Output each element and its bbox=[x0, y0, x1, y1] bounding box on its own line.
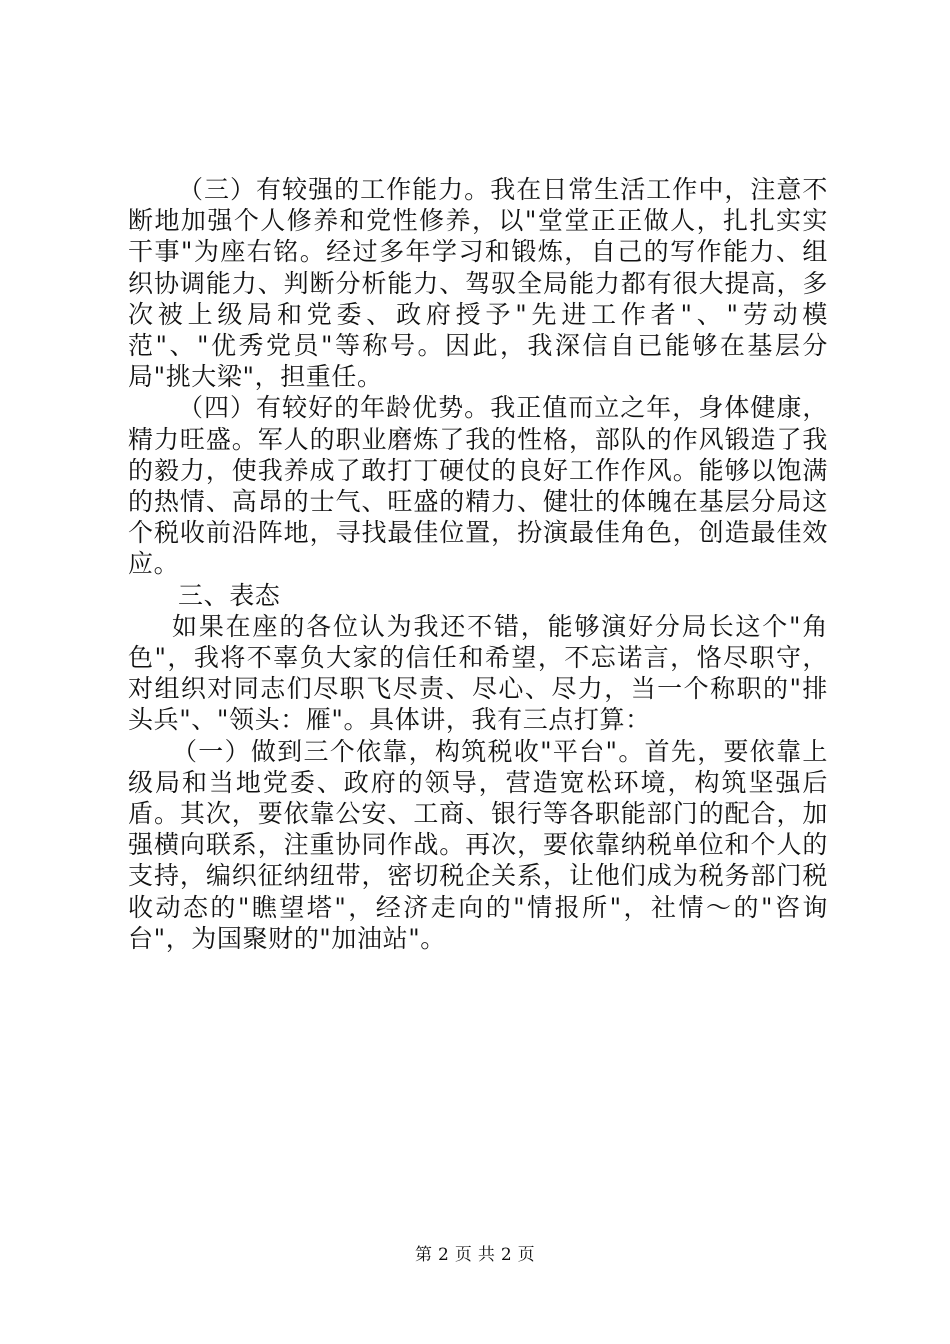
document-body bbox=[128, 174, 828, 954]
paragraph-three-reliances: （一）做到三个依靠，构筑税收"平台"。首先，要依靠上级局和当地党委、政府的领导，营造宽松环境，构筑坚强后盾。其次，要依靠公安、工商、银行等各职能部门的配合，加强横向联系，注重协同作战。再次，要依靠纳税单位和个人的支持，编织征纳纽带，密切税企关系，让他们成为税务部门税收动态的"瞧望塔"，经济走向的"情报所"，社情～的"咨询台"，为国聚财的"加油站"。 bbox=[128, 736, 828, 953]
paragraph-work-ability: （三）有较强的工作能力。我在日常生活工作中，注意不断地加强个人修养和党性修养，以"堂堂正正做人，扎扎实实干事"为座右铭。经过多年学习和锻炼，自己的写作能力、组织协调能力、判断分析能力、驾驭全局能力都有很大提高，多次被上级局和党委、政府授予"先进工作者"、"劳动模范"、"优秀党员"等称号。因此，我深信自已能够在基层分局"挑大梁"，担重任。 bbox=[128, 175, 828, 392]
section-heading-attitude: 三、表态 bbox=[178, 580, 281, 610]
paragraph-attitude-statement: 如果在座的各位认为我还不错，能够演好分局长这个"角色"，我将不辜负大家的信任和希望，不忘诺言，恪尽职守，对组织对同志们尽职飞尽责、尽心、尽力，当一个称职的"排头兵"、"领头：雁"。具体讲，我有三点打算： bbox=[128, 611, 828, 735]
paragraph-age-advantage: （四）有较好的年龄优势。我正值而立之年，身体健康，精力旺盛。军人的职业磨炼了我的性格，部队的作风锻造了我的毅力，使我养成了敢打丁硬仗的良好工作作风。能够以饱满的热情、高昂的士气、旺盛的精力、健壮的体魄在基层分局这个税收前沿阵地，寻找最佳位置，扮演最佳角色，创造最佳效应。 bbox=[128, 393, 828, 579]
page-footer: 第 2 页 共 2 页 bbox=[415, 1245, 535, 1265]
